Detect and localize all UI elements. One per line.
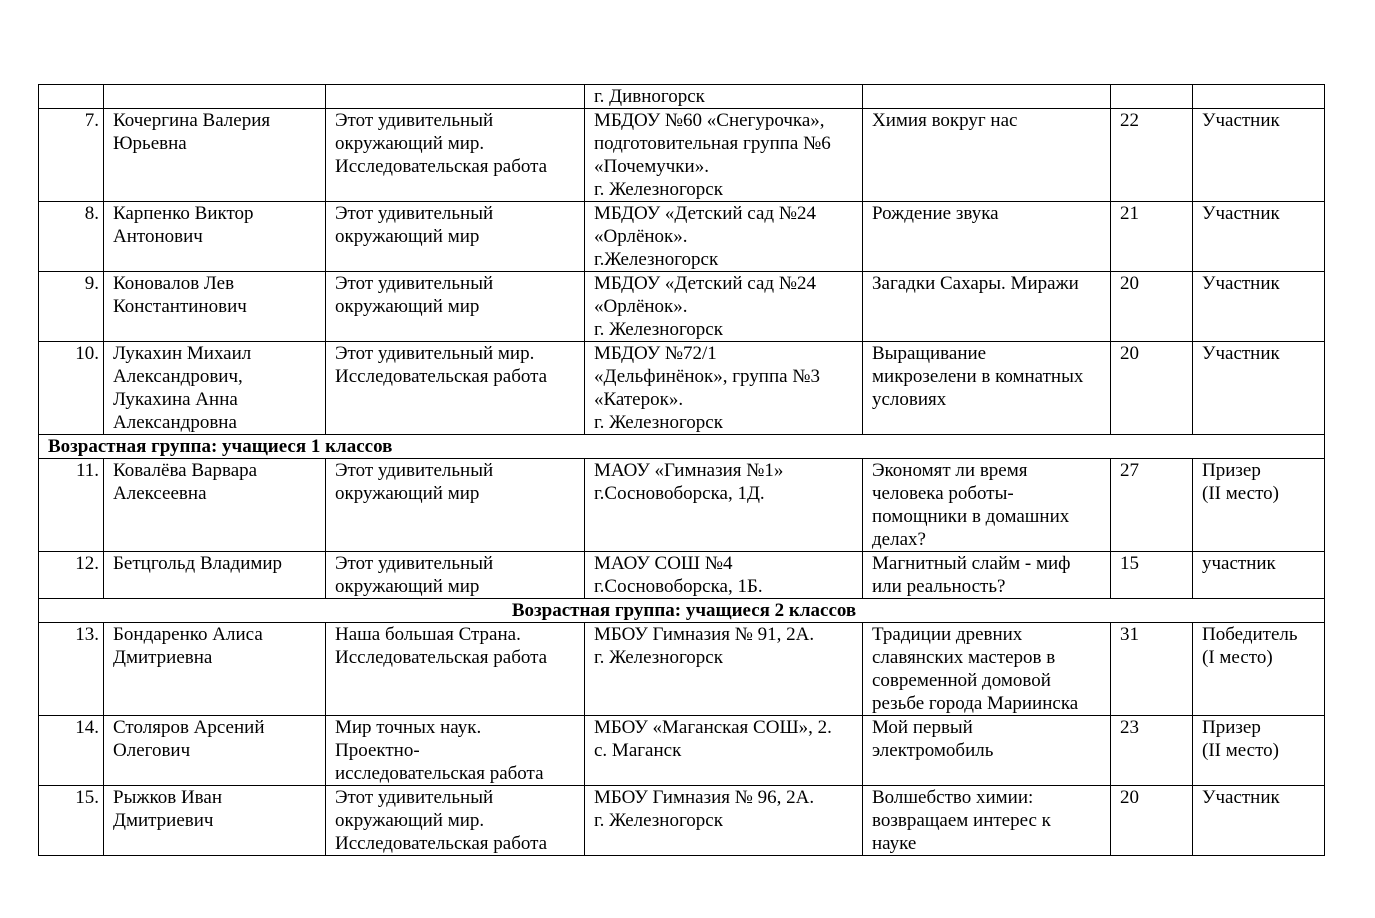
age-group-heading: Возрастная группа: учащиеся 1 классов xyxy=(39,435,1325,459)
topic-cell xyxy=(863,716,1111,786)
institution-line: г.Сосновоборска, 1Д. xyxy=(594,483,765,504)
institution-cell xyxy=(585,716,863,786)
table-row-continuation xyxy=(39,85,1325,109)
result-cell xyxy=(1193,786,1325,856)
result-line: Участник xyxy=(1202,787,1280,808)
nomination-cell xyxy=(326,342,585,435)
participant-name-line: Александрович, xyxy=(113,366,243,387)
nomination-cell xyxy=(326,272,585,342)
nomination-line: Этот удивительный xyxy=(335,553,494,574)
participant-name-line: Константинович xyxy=(113,296,247,317)
institution-cell xyxy=(585,272,863,342)
topic-cell xyxy=(863,272,1111,342)
topic-line: Традиции древних xyxy=(872,624,1023,645)
nomination-cell xyxy=(326,552,585,599)
result-line: Призер xyxy=(1202,717,1261,738)
topic-line: Экономят ли время xyxy=(872,460,1028,481)
nomination-line: окружающий мир xyxy=(335,226,480,247)
table-row xyxy=(39,786,1325,856)
topic-line: микрозелени в комнатных xyxy=(872,366,1084,387)
institution-line: с. Маганск xyxy=(594,740,682,761)
nomination-line: Исследовательская работа xyxy=(335,647,548,668)
topic-cell xyxy=(863,85,1111,109)
topic-line: современной домовой xyxy=(872,670,1051,691)
institution-line: МБДОУ №72/1 xyxy=(594,343,717,364)
table-row xyxy=(39,272,1325,342)
topic-line: Загадки Сахары. Миражи xyxy=(872,273,1079,294)
institution-line: г.Железногорск xyxy=(594,249,719,270)
topic-line: Магнитный слайм - миф xyxy=(872,553,1071,574)
nomination-cell xyxy=(326,623,585,716)
table-row xyxy=(39,552,1325,599)
row-number-cell: 8. xyxy=(39,202,104,272)
result-line: Участник xyxy=(1202,343,1280,364)
participant-name-cell xyxy=(104,552,326,599)
nomination-line: Исследовательская работа xyxy=(335,366,548,387)
result-line: Участник xyxy=(1202,203,1280,224)
topic-cell xyxy=(863,109,1111,202)
participant-name-line: Рыжков Иван xyxy=(113,787,222,808)
result-line: (II место) xyxy=(1202,740,1279,761)
result-line: (II место) xyxy=(1202,483,1279,504)
participant-name-cell xyxy=(104,85,326,109)
topic-line: Рождение звука xyxy=(872,203,999,224)
nomination-line: Этот удивительный мир. xyxy=(335,343,535,364)
institution-line: МБДОУ «Детский сад №24 xyxy=(594,273,816,294)
nomination-line: Этот удивительный xyxy=(335,110,494,131)
result-line: Участник xyxy=(1202,273,1280,294)
institution-line: МБОУ Гимназия № 96, 2А. xyxy=(594,787,815,808)
nomination-cell xyxy=(326,716,585,786)
topic-line: Мой первый xyxy=(872,717,973,738)
topic-line: электромобиль xyxy=(872,740,994,761)
topic-line: человека роботы- xyxy=(872,483,1014,504)
result-line: Победитель xyxy=(1202,624,1298,645)
institution-cell xyxy=(585,85,863,109)
row-number-cell: 14. xyxy=(39,716,104,786)
institution-line: МАОУ СОШ №4 xyxy=(594,553,733,574)
participant-name-line: Юрьевна xyxy=(113,133,187,154)
nomination-line: окружающий мир xyxy=(335,483,480,504)
institution-line: «Орлёнок». xyxy=(594,296,688,317)
topic-line: науке xyxy=(872,833,917,854)
institution-line: МБДОУ «Детский сад №24 xyxy=(594,203,816,224)
institution-line: МБДОУ №60 «Снегурочка», xyxy=(594,110,825,131)
nomination-line: Этот удивительный xyxy=(335,273,494,294)
nomination-line: Наша большая Страна. xyxy=(335,624,521,645)
institution-cell xyxy=(585,786,863,856)
nomination-line: окружающий мир. xyxy=(335,810,485,831)
topic-line: славянских мастеров в xyxy=(872,647,1056,668)
row-number-cell: 9. xyxy=(39,272,104,342)
participant-name-cell xyxy=(104,786,326,856)
topic-line: возвращаем интерес к xyxy=(872,810,1051,831)
topic-line: помощники в домашних xyxy=(872,506,1070,527)
participant-name-cell xyxy=(104,716,326,786)
row-number-cell: 15. xyxy=(39,786,104,856)
age-group-heading: Возрастная группа: учащиеся 2 классов xyxy=(39,599,1325,623)
institution-line: г. Железногорск xyxy=(594,810,723,831)
nomination-line: Исследовательская работа xyxy=(335,156,548,177)
results-table-body xyxy=(39,85,1325,856)
participant-name-cell xyxy=(104,109,326,202)
result-line: Участник xyxy=(1202,110,1280,131)
institution-line: г. Железногорск xyxy=(594,179,723,200)
participant-name-line: Дмитриевич xyxy=(113,810,214,831)
row-number-cell: 13. xyxy=(39,623,104,716)
participant-name-cell xyxy=(104,623,326,716)
institution-line: г. Железногорск xyxy=(594,319,723,340)
score-cell: 22 xyxy=(1111,109,1193,202)
row-number-cell: 12. xyxy=(39,552,104,599)
topic-line: Химия вокруг нас xyxy=(872,110,1018,131)
result-cell xyxy=(1193,109,1325,202)
topic-line: условиях xyxy=(872,389,947,410)
participant-name-line: Алексеевна xyxy=(113,483,207,504)
participant-name-line: Антонович xyxy=(113,226,203,247)
topic-line: Выращивание xyxy=(872,343,987,364)
institution-line: г.Сосновоборска, 1Б. xyxy=(594,576,763,597)
row-number-cell: 7. xyxy=(39,109,104,202)
table-row xyxy=(39,202,1325,272)
nomination-cell xyxy=(326,459,585,552)
topic-cell xyxy=(863,623,1111,716)
institution-cell xyxy=(585,342,863,435)
institution-line: подготовительная группа №6 xyxy=(594,133,831,154)
score-cell: 27 xyxy=(1111,459,1193,552)
institution-line: г. Железногорск xyxy=(594,412,723,433)
nomination-line: исследовательская работа xyxy=(335,763,544,784)
institution-line: МБОУ «Маганская СОШ», 2. xyxy=(594,717,832,738)
table-row xyxy=(39,716,1325,786)
participant-name-line: Лукахина Анна xyxy=(113,389,238,410)
participant-name-line: Дмитриевна xyxy=(113,647,213,668)
topic-cell xyxy=(863,786,1111,856)
result-cell xyxy=(1193,272,1325,342)
nomination-line: Исследовательская работа xyxy=(335,833,548,854)
institution-cell xyxy=(585,552,863,599)
participant-name-line: Александровна xyxy=(113,412,237,433)
institution-line: «Орлёнок». xyxy=(594,226,688,247)
nomination-cell xyxy=(326,85,585,109)
score-cell: 15 xyxy=(1111,552,1193,599)
institution-line: «Дельфинёнок», группа №3 xyxy=(594,366,820,387)
institution-line: МАОУ «Гимназия №1» xyxy=(594,460,784,481)
result-line: Призер xyxy=(1202,460,1261,481)
institution-line: «Почемучки». xyxy=(594,156,709,177)
institution-cell xyxy=(585,202,863,272)
nomination-cell xyxy=(326,786,585,856)
participant-name-line: Карпенко Виктор xyxy=(113,203,254,224)
participant-name-cell xyxy=(104,272,326,342)
nomination-line: окружающий мир. xyxy=(335,133,485,154)
participant-name-cell xyxy=(104,202,326,272)
participant-name-line: Олегович xyxy=(113,740,191,761)
topic-cell xyxy=(863,342,1111,435)
nomination-line: Этот удивительный xyxy=(335,203,494,224)
row-number-cell xyxy=(39,85,104,109)
institution-cell xyxy=(585,109,863,202)
topic-line: делах? xyxy=(872,529,926,550)
participant-name-line: Кочергина Валерия xyxy=(113,110,271,131)
result-cell xyxy=(1193,552,1325,599)
score-cell: 20 xyxy=(1111,342,1193,435)
participant-name-cell xyxy=(104,342,326,435)
result-cell xyxy=(1193,342,1325,435)
result-cell xyxy=(1193,623,1325,716)
result-line: (I место) xyxy=(1202,647,1273,668)
row-number-cell: 11. xyxy=(39,459,104,552)
results-table xyxy=(38,84,1325,856)
participant-name-line: Бетцгольд Владимир xyxy=(113,553,283,574)
topic-line: или реальность? xyxy=(872,576,1006,597)
result-cell xyxy=(1193,459,1325,552)
result-line: участник xyxy=(1202,553,1276,574)
nomination-line: Этот удивительный xyxy=(335,787,494,808)
nomination-cell xyxy=(326,109,585,202)
age-group-header-row xyxy=(39,599,1325,623)
institution-line: г. Железногорск xyxy=(594,647,723,668)
score-cell: 31 xyxy=(1111,623,1193,716)
score-cell: 21 xyxy=(1111,202,1193,272)
result-cell xyxy=(1193,716,1325,786)
topic-cell xyxy=(863,459,1111,552)
score-cell: 20 xyxy=(1111,786,1193,856)
nomination-line: Мир точных наук. xyxy=(335,717,482,738)
score-cell: 23 xyxy=(1111,716,1193,786)
institution-line: МБОУ Гимназия № 91, 2А. xyxy=(594,624,815,645)
nomination-line: окружающий мир xyxy=(335,296,480,317)
table-row xyxy=(39,109,1325,202)
table-row xyxy=(39,459,1325,552)
institution-cell xyxy=(585,459,863,552)
nomination-line: Проектно- xyxy=(335,740,420,761)
nomination-line: Этот удивительный xyxy=(335,460,494,481)
score-cell: 20 xyxy=(1111,272,1193,342)
participant-name-line: Бондаренко Алиса xyxy=(113,624,263,645)
nomination-cell xyxy=(326,202,585,272)
participant-name-line: Лукахин Михаил xyxy=(113,343,252,364)
institution-line: «Катерок». xyxy=(594,389,684,410)
age-group-header-row xyxy=(39,435,1325,459)
score-cell xyxy=(1111,85,1193,109)
participant-name-line: Ковалёва Варвара xyxy=(113,460,258,481)
institution-line: г. Дивногорск xyxy=(594,86,705,107)
nomination-line: окружающий мир xyxy=(335,576,480,597)
result-cell xyxy=(1193,202,1325,272)
table-row xyxy=(39,342,1325,435)
institution-cell xyxy=(585,623,863,716)
topic-cell xyxy=(863,202,1111,272)
topic-line: Волшебство химии: xyxy=(872,787,1034,808)
table-row xyxy=(39,623,1325,716)
row-number-cell: 10. xyxy=(39,342,104,435)
participant-name-cell xyxy=(104,459,326,552)
result-cell xyxy=(1193,85,1325,109)
topic-line: резьбе города Мариинска xyxy=(872,693,1079,714)
participant-name-line: Коновалов Лев xyxy=(113,273,235,294)
participant-name-line: Столяров Арсений xyxy=(113,717,265,738)
topic-cell xyxy=(863,552,1111,599)
